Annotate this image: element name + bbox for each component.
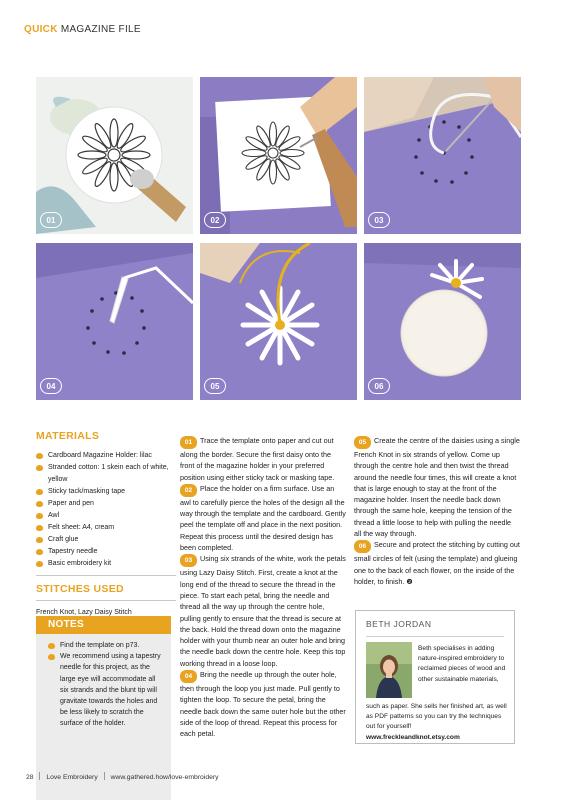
step-6 [354,539,520,587]
step-photo-number: 02 [204,212,226,228]
materials-item: Felt sheet: A4, cream [36,522,176,534]
divider [36,600,176,601]
stitches-title: STITCHES USED [36,583,124,595]
notes-body [36,634,171,730]
french-knot-image [200,243,357,400]
page-footer [26,772,219,781]
step-text: Trace the template onto paper and cut out along the border. Secure the first daisy onto the front of the magazine holder in your preferred position using either sticky tack or masking tape. [180,436,335,482]
designer-name: BETH JORDAN [366,619,432,629]
materials-item: Basic embroidery kit [36,558,176,570]
magazine-name: Love Embroidery [46,774,98,781]
header-magazine-file: MAGAZINE FILE [60,24,141,35]
materials-column [36,430,176,616]
step-photo-number: 06 [368,378,390,394]
materials-title: MATERIALS [36,430,100,442]
step-3 [180,553,346,669]
step-photo-grid [36,77,514,404]
step-4 [180,669,346,739]
step-text: Create the centre of the daisies using a single French Knot in six strands of yellow. Come up through the centre hole and then twist the thread around the needle four times, this will create a knot that is large enough to stay at the front of the magazine holder. Insert the needle back down through the same hole, keeping the tension of the thread a little loose to help with pulling the needle all the way through. [354,436,520,539]
step-text: Place the holder on a firm surface. Use an awl to carefully pierce the holes of the design all the way through the template and the cardboard. Gently peel the template off and place in the next position. Repeat this process until the desired design has been completed. [180,483,346,553]
first-petal-image [36,243,193,400]
materials-item: Awl [36,510,176,522]
materials-item: Craft glue [36,534,176,546]
designer-shop-link[interactable]: www.freckleandknot.etsy.com [366,733,460,741]
footer-separator [104,772,105,780]
step-photo-2 [200,77,357,234]
materials-list [36,450,176,570]
step-5 [354,435,520,539]
step-photo-number: 01 [40,212,62,228]
step-number-badge: 05 [354,436,371,449]
step-text: Bring the needle up through the outer hole, then through the loop you just made. Pull gently to tighten the loop. To secure the petal, bring the needle back down the same outer hole but the other side of the loop of thread. Repeat this process for each petal. [180,670,346,739]
divider [366,636,504,637]
divider [36,575,176,576]
watermark: PassionForum.ru [465,768,554,780]
page-number: 28 [26,774,34,781]
step-number-badge: 06 [354,540,371,553]
footer-separator [39,772,40,780]
materials-item: Stranded cotton: 1 skein each of white, yellow [36,462,176,486]
designer-bio-text-continued [366,702,512,743]
steps-column-1 [180,435,346,740]
step-photo-number: 03 [368,212,390,228]
step-number-badge: 02 [180,484,197,497]
designer-bio-text: Beth specialises in adding nature-inspired embroidery to reclaimed pieces of wood and other sustainable materials, [418,645,506,683]
note-item: We recommend using a tapestry needle for this project, as the large eye will accommodate all six strands and the blunt tip will gravitate towards the holes and be less likely to scratch the surface of the holder. [48,651,164,729]
step-photo-number: 04 [40,378,62,394]
materials-item: Sticky tack/masking tape [36,486,176,498]
designer-bio-text-2: such as paper. She sells her finished art, as well as PDF patterns so you can try the techniques out for yourself! [366,703,507,731]
step-photo-6 [364,243,521,400]
template-tracing-image [36,77,193,234]
header-quick: QUICK [24,24,58,35]
step-text: Using six strands of the white, work the petals using Lazy Daisy Stitch. First, create a knot at the long end of the thread to secure the thread in the piece. To start each petal, bring the needle and thread all the way up through the centre hole, pulling gently to ensure that the thread is secure at the back. Hold the thread down onto the magazine holder with your thumb near an outer hole and bring the needle back down the centre hole. Keep this top working thread in a loose loop. [180,554,346,668]
end-mark: ❷ [406,576,413,586]
step-2 [180,483,346,553]
step-photo-number: 05 [204,378,226,394]
stitches-text: French Knot, Lazy Daisy Stitch [36,609,132,616]
step-photo-1 [36,77,193,234]
step-text: Secure and protect the stitching by cutting out small circles of felt (using the template) and glueing one to the back of each flower, on the inside of the holder, to finish. [354,540,520,586]
step-1 [180,435,346,483]
step-photo-4 [36,243,193,400]
materials-item: Tapestry needle [36,546,176,558]
step-number-badge: 03 [180,554,197,567]
steps-column-2 [354,435,520,587]
felt-backing-image [364,243,521,400]
materials-item: Paper and pen [36,498,176,510]
step-number-badge: 04 [180,670,197,683]
notes-title: NOTES [36,616,171,634]
step-number-badge: 01 [180,436,197,449]
designer-photo [366,642,412,698]
note-item: Find the template on p73. [48,640,164,651]
magazine-url[interactable]: www.gathered.how/love-embroidery [110,774,219,781]
threading-image [364,77,521,234]
running-header [24,24,141,35]
step-photo-3 [364,77,521,234]
designer-portrait [366,642,412,698]
awl-piercing-image [200,77,357,234]
step-photo-5 [200,243,357,400]
materials-item: Cardboard Magazine Holder: lilac [36,450,176,462]
designer-bio-box [355,610,515,744]
